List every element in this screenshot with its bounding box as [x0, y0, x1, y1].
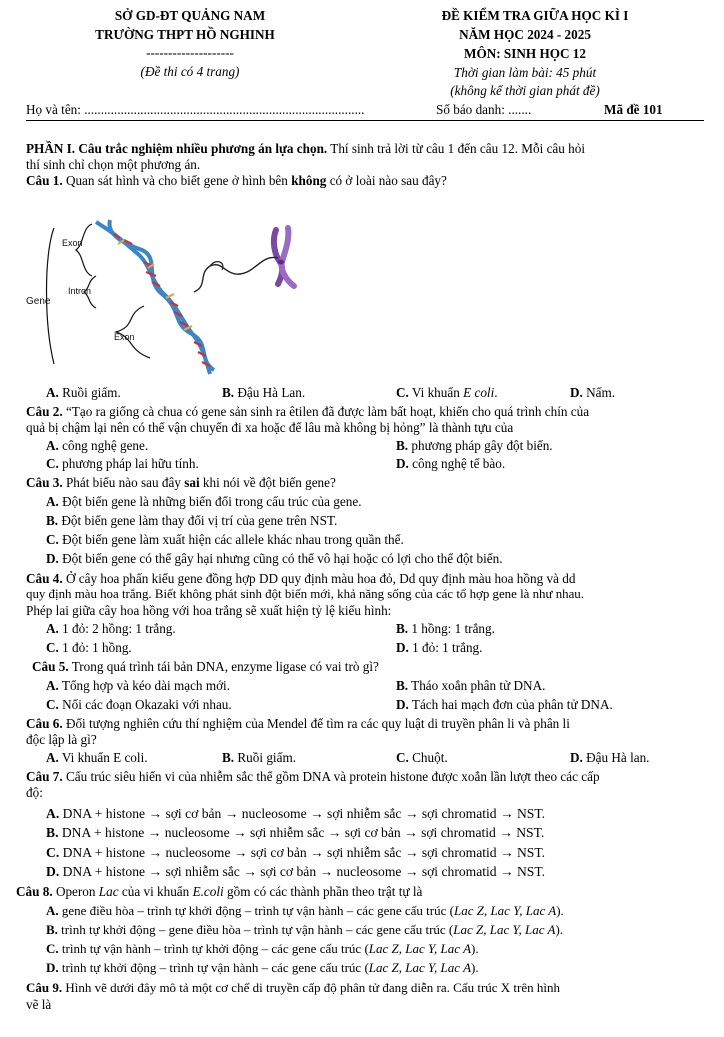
student-id-field[interactable]: Số báo danh: .......	[436, 102, 532, 117]
q5-text-a: Tổng hợp và kéo dài mạch mới.	[58, 678, 231, 693]
q8-option-a[interactable]	[46, 903, 564, 919]
q8-text-2-italic: E.coli	[192, 884, 224, 899]
question-6-cont: độc lập là gì?	[26, 732, 97, 747]
q3-text: Phát biểu nào sau đây	[62, 475, 185, 490]
q1-text-c: Vi khuẩn	[408, 385, 464, 400]
school-department: SỞ GD-ĐT QUẢNG NAM	[114, 8, 266, 23]
q1-option-a[interactable]	[46, 385, 121, 401]
q3-key-c: C.	[46, 532, 59, 547]
q8-number: Câu 8.	[16, 884, 53, 899]
q5-key-d: D.	[396, 697, 409, 712]
header-divider: --------------------	[146, 45, 234, 60]
q9-number: Câu 9.	[26, 980, 63, 995]
q7-number: Câu 7.	[26, 769, 63, 784]
q1-text-d: Nấm.	[582, 385, 616, 400]
question-5	[32, 659, 379, 675]
question-6	[26, 716, 570, 732]
q5-option-d[interactable]	[396, 697, 613, 713]
q1-text: Quan sát hình và cho biết gene ở hình bên	[62, 173, 292, 188]
q7-text-d: DNA + histone → sợi nhiễm sắc → sợi cơ bản → nucleosome → sợi chromatid → NST.	[59, 864, 546, 879]
q3-text-end: khi nói về đột biến gene?	[199, 475, 336, 490]
label-exon-bottom: Exon	[114, 332, 135, 342]
q1-option-c[interactable]: C. Vi khuẩn E coli.	[396, 385, 498, 400]
q6-text-a: Vi khuẩn E coli.	[58, 750, 148, 765]
q8-text-d: trình tự khởi động – trình tự vận hành – các gene cấu trúc (	[58, 960, 369, 975]
q6-text-c: Chuột.	[408, 750, 448, 765]
q6-text: Đối tượng nghiên cứu thí nghiệm của Mendel để tìm ra các quy luật di truyền phân li và phân li	[62, 716, 570, 731]
q1-number: Câu 1.	[26, 173, 63, 188]
q6-text-b: Ruồi giấm.	[234, 750, 297, 765]
q8-text-b-italic: Lac Z, Lac Y, Lac A	[453, 922, 556, 937]
q2-key-b: B.	[396, 438, 409, 453]
question-8	[16, 884, 422, 900]
q8-key-d: D.	[46, 960, 59, 975]
q6-option-a[interactable]	[46, 750, 148, 766]
q1-key-c: C.	[396, 385, 409, 400]
gene-dna-figure	[26, 214, 330, 384]
q5-key-a: A.	[46, 678, 59, 693]
q3-number: Câu 3.	[26, 475, 63, 490]
q1-text-b: Đậu Hà Lan.	[234, 385, 306, 400]
q2-key-a: A.	[46, 438, 59, 453]
q7-key-a: A.	[46, 806, 60, 821]
q3-text-a: Đột biến gene là những biến đổi trong cấu trúc của gene.	[58, 494, 362, 509]
q8-option-b[interactable]	[46, 922, 563, 938]
q1-option-d[interactable]	[570, 385, 615, 401]
q5-key-c: C.	[46, 697, 59, 712]
question-1	[26, 173, 447, 189]
exam-title: ĐỀ KIỂM TRA GIỮA HỌC KÌ I	[441, 8, 629, 23]
q7-option-b[interactable]	[46, 825, 544, 841]
q6-key-b: B.	[222, 750, 235, 765]
q8-text-3: gồm có các thành phần theo trật tự là	[223, 884, 423, 899]
q2-option-c[interactable]	[46, 456, 199, 472]
time-note: (không kể thời gian phát đề)	[450, 83, 600, 98]
q6-option-b[interactable]	[222, 750, 296, 766]
question-9-cont: vẽ là	[26, 997, 52, 1012]
q2-text-d: công nghệ tế bào.	[408, 456, 506, 471]
q1-emphasis: không	[291, 173, 327, 188]
q4-text-c: 1 đỏ: 1 hồng.	[58, 640, 132, 655]
q3-emphasis: sai	[184, 475, 200, 490]
page-count-note: (Đề thi có 4 trang)	[140, 64, 240, 79]
q2-text-a: công nghệ gene.	[58, 438, 149, 453]
q4-option-c[interactable]	[46, 640, 132, 656]
q7-option-d[interactable]	[46, 864, 545, 880]
q7-key-d: D.	[46, 864, 60, 879]
question-4-cont: quy định màu hoa trắng. Biết không phát sinh đột biến mới, khả năng sống của các tổ hợp gene là như nhau.	[26, 587, 584, 601]
q1-text-a: Ruồi giấm.	[58, 385, 121, 400]
q7-key-c: C.	[46, 845, 60, 860]
school-year: NĂM HỌC 2024 - 2025	[459, 27, 591, 42]
q8-text-a: gene điều hòa – trình tự khởi động – trình tự vận hành – các gene cấu trúc (	[58, 903, 454, 918]
q8-text-1: Operon	[52, 884, 99, 899]
q8-option-d[interactable]	[46, 960, 479, 976]
q6-key-c: C.	[396, 750, 409, 765]
q8-text-d-italic: Lac Z, Lac Y, Lac A	[368, 960, 472, 975]
q1-text-end: có ở loài nào sau đây?	[326, 173, 447, 188]
question-2	[26, 404, 589, 420]
q4-option-a[interactable]	[46, 621, 176, 637]
label-exon-top: Exon	[62, 238, 83, 248]
q4-key-a: A.	[46, 621, 59, 636]
q8-option-c[interactable]	[46, 941, 479, 957]
q7-text: Cấu trúc siêu hiển vi của nhiễm sắc thể gồm DNA và protein histone được xoắn lần lượt theo các cấp	[62, 769, 600, 784]
q5-option-c[interactable]	[46, 697, 232, 713]
q1-text-c-italic: E coli	[463, 385, 495, 400]
label-intron: Intron	[68, 286, 92, 296]
q8-key-a: A.	[46, 903, 59, 918]
q8-text-a-end: ).	[556, 903, 564, 918]
q2-text-b: phương pháp gây đột biến.	[408, 438, 553, 453]
header-rule	[26, 120, 704, 121]
question-4-cont2: Phép lai giữa cây hoa hồng với hoa trắng sẽ xuất hiện tỷ lệ kiểu hình:	[26, 603, 392, 618]
q6-key-d: D.	[570, 750, 583, 765]
q5-key-b: B.	[396, 678, 409, 693]
q3-text-b: Đột biến gene làm thay đổi vị trí của gene trên NST.	[58, 513, 338, 528]
subject: MÔN: SINH HỌC 12	[464, 46, 586, 61]
question-4	[26, 571, 575, 587]
q6-number: Câu 6.	[26, 716, 63, 731]
q4-key-c: C.	[46, 640, 59, 655]
part1-instruction-cont: thí sinh chỉ chọn một phương án.	[26, 157, 201, 172]
q5-text-d: Tách hai mạch đơn của phân tử DNA.	[408, 697, 613, 712]
q3-option-a[interactable]	[46, 494, 362, 510]
q6-key-a: A.	[46, 750, 59, 765]
q5-text: Trong quá trình tái bản DNA, enzyme ligase có vai trò gì?	[68, 659, 379, 674]
q5-option-a[interactable]	[46, 678, 230, 694]
q4-text-b: 1 hồng: 1 trắng.	[408, 621, 495, 636]
q4-option-b[interactable]	[396, 621, 495, 637]
q7-key-b: B.	[46, 825, 59, 840]
q2-text: “Tạo ra giống cà chua có gene sản sinh ra êtilen đã được làm bất hoạt, khiến cho quá trình chín của	[62, 404, 590, 419]
q6-option-c[interactable]	[396, 750, 448, 766]
q9-text: Hình vẽ dưới đây mô tả một cơ chế di truyền cấp độ phân tử đang diễn ra. Cấu trúc X trên hình	[62, 980, 561, 995]
q8-text-a-italic: Lac Z, Lac Y, Lac A	[453, 903, 557, 918]
part1-instruction: Thí sinh trả lời từ câu 1 đến câu 12. Mỗi câu hỏi	[327, 141, 586, 156]
q7-text-a: DNA + histone → sợi cơ bản → nucleosome → sợi nhiễm sắc → sợi chromatid → NST.	[59, 806, 546, 821]
chromosome-icon	[274, 228, 294, 286]
question-3	[26, 475, 336, 491]
q2-number: Câu 2.	[26, 404, 63, 419]
q4-text: Ở cây hoa phấn kiểu gene đồng hợp DD quy định màu hoa đỏ, Dd quy định màu hoa hồng và dd	[62, 571, 576, 586]
q5-option-b[interactable]	[396, 678, 545, 694]
q8-text-b: trình tự khởi động – gene điều hòa – trình tự vận hành – các gene cấu trúc (	[57, 922, 454, 937]
part1-title: PHẦN I. Câu trắc nghiệm nhiều phương án lựa chọn.	[26, 141, 328, 156]
q8-text-c: trình tự vận hành – trình tự khởi động – các gene cấu trúc (	[58, 941, 369, 956]
part1-heading	[26, 141, 585, 157]
q8-text-d-end: ).	[471, 960, 479, 975]
q7-option-c[interactable]	[46, 845, 545, 861]
q3-option-c[interactable]	[46, 532, 404, 548]
q6-option-d[interactable]	[570, 750, 649, 766]
q1-key-b: B.	[222, 385, 235, 400]
q3-option-b[interactable]	[46, 513, 337, 529]
q8-key-b: B.	[46, 922, 58, 937]
exam-code: Mã đề 101	[604, 102, 663, 117]
q8-text-c-end: ).	[471, 941, 479, 956]
q8-text-1-italic: Lac	[98, 884, 119, 899]
exon-bracket-top	[76, 224, 92, 276]
label-gene: Gene	[26, 296, 51, 307]
q3-key-a: A.	[46, 494, 59, 509]
q4-key-b: B.	[396, 621, 409, 636]
question-7-cont: độ:	[26, 785, 43, 800]
q8-text-c-italic: Lac Z, Lac Y, Lac A	[368, 941, 472, 956]
q7-option-a[interactable]	[46, 806, 545, 822]
q2-text-c: phương pháp lai hữu tính.	[58, 456, 199, 471]
dna-helix-icon	[96, 220, 214, 374]
q4-key-d: D.	[396, 640, 409, 655]
q7-text-c: DNA + histone → nucleosome → sợi cơ bản → sợi nhiễm sắc → sợi chromatid → NST.	[59, 845, 546, 860]
q3-text-d: Đột biến gene có thể gây hại nhưng cũng có thể vô hại hoặc có lợi cho thể đột biến.	[58, 551, 503, 566]
q2-key-d: D.	[396, 456, 409, 471]
q1-key-d: D.	[570, 385, 583, 400]
q4-number: Câu 4.	[26, 571, 63, 586]
q6-text-d: Đậu Hà lan.	[582, 750, 650, 765]
q7-text-b: DNA + histone → nucleosome → sợi nhiễm sắc → sợi cơ bản → sợi chromatid → NST.	[58, 825, 545, 840]
q3-text-c: Đột biến gene làm xuất hiện các allele khác nhau trong quần thể.	[58, 532, 404, 547]
q4-option-d[interactable]	[396, 640, 482, 656]
time-limit: Thời gian làm bài: 45 phút	[453, 65, 597, 80]
student-name-field[interactable]: Họ và tên: .....................................................................................	[26, 102, 365, 117]
q1-key-a: A.	[46, 385, 59, 400]
q2-key-c: C.	[46, 456, 59, 471]
q8-key-c: C.	[46, 941, 59, 956]
q3-option-d[interactable]	[46, 551, 503, 567]
q8-text-2: của vi khuẩn	[118, 884, 193, 899]
school-name: TRƯỜNG THPT HỒ NGHINH	[95, 27, 275, 42]
q2-option-b[interactable]	[396, 438, 553, 454]
q4-text-a: 1 đỏ: 2 hồng: 1 trắng.	[58, 621, 176, 636]
q4-text-d: 1 đỏ: 1 trắng.	[408, 640, 483, 655]
question-2-cont: quả bị chậm lại nên có thể vận chuyển đi xa hoặc để lâu mà không bị hỏng” là thành tựu của	[26, 420, 514, 435]
q2-option-a[interactable]	[46, 438, 148, 454]
question-7	[26, 769, 600, 785]
question-9	[26, 980, 560, 996]
q5-number: Câu 5.	[32, 659, 69, 674]
q5-text-b: Tháo xoắn phân tử DNA.	[408, 678, 546, 693]
q1-option-b[interactable]	[222, 385, 305, 401]
q8-text-b-end: ).	[555, 922, 564, 937]
q2-option-d[interactable]	[396, 456, 505, 472]
q3-key-d: D.	[46, 551, 59, 566]
q5-text-c: Nối các đoạn Okazaki với nhau.	[58, 697, 232, 712]
q3-key-b: B.	[46, 513, 59, 528]
